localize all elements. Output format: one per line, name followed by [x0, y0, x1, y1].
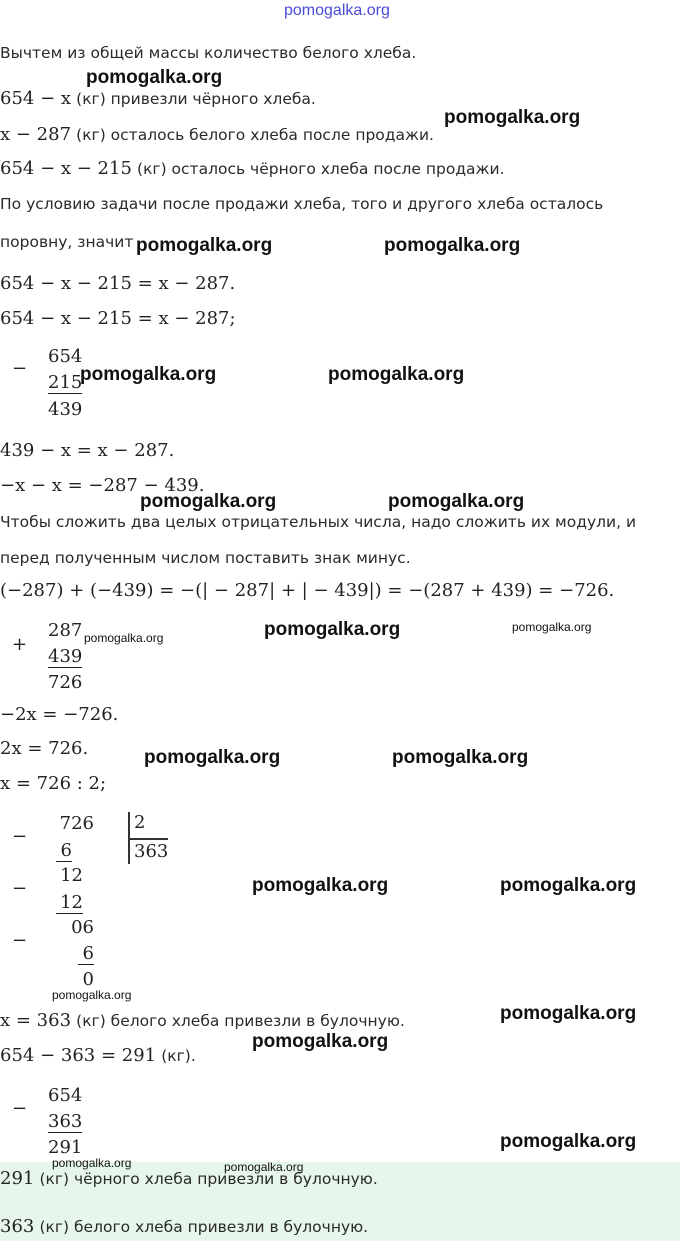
math-expression: x = 363 [0, 1010, 72, 1031]
column-sign: − [12, 1098, 28, 1119]
watermark: pomogalka.org [500, 1003, 637, 1024]
math-expression: 654 − x [0, 88, 72, 109]
division-minus: − [12, 826, 28, 847]
watermark: pomogalka.org [252, 1031, 389, 1052]
column-result: 291 [48, 1137, 83, 1158]
watermark: pomogalka.org [140, 491, 277, 512]
column-number: 287 [48, 620, 83, 641]
watermark: pomogalka.org [512, 620, 592, 634]
watermark: pomogalka.org [52, 988, 132, 1002]
text-line [0, 124, 434, 145]
equation: −x − x = −287 − 439. [0, 475, 205, 496]
watermark: pomogalka.org [388, 491, 525, 512]
column-number: 215 [48, 372, 83, 393]
division-minus: − [12, 878, 28, 899]
watermark: pomogalka.org [392, 747, 529, 768]
watermark: pomogalka.org [52, 1156, 132, 1170]
text-fragment: (кг) осталось белого хлеба после продажи. [76, 126, 434, 144]
equation: 654 − x − 215 = x − 287; [0, 308, 236, 329]
equation: 2x = 726. [0, 738, 89, 759]
math-expression: 654 − 363 = 291 [0, 1045, 157, 1066]
text-line: По условию задачи после продажи хлеба, того и другого хлеба осталось [0, 195, 604, 213]
text-line: Чтобы сложить два целых отрицательных числа, надо сложить их модули, и [0, 513, 637, 531]
answer-number: 291 [0, 1168, 35, 1189]
watermark-top: pomogalka.org [284, 2, 390, 19]
watermark: pomogalka.org [86, 67, 223, 88]
division-step: 12 [56, 892, 83, 914]
equation: x = 726 : 2; [0, 773, 107, 794]
watermark: pomogalka.org [500, 875, 637, 896]
text-line: поровну, значит [0, 233, 134, 251]
watermark: pomogalka.org [84, 631, 164, 645]
text-line: перед полученным числом поставить знак минус. [0, 549, 411, 567]
watermark: pomogalka.org [136, 235, 273, 256]
answer-block [0, 1162, 680, 1241]
watermark: pomogalka.org [144, 747, 281, 768]
column-number: 363 [48, 1111, 83, 1132]
watermark: pomogalka.org [384, 235, 521, 256]
watermark: pomogalka.org [80, 364, 217, 385]
division-step: 6 [78, 943, 94, 965]
division-quotient: 363 [134, 841, 169, 862]
answer-line [0, 1216, 368, 1237]
division-remainder: 0 [82, 969, 94, 990]
column-number: 654 [48, 346, 83, 367]
watermark: pomogalka.org [224, 1160, 304, 1174]
watermark: pomogalka.org [252, 875, 389, 896]
text-fragment: (кг) привезли чёрного хлеба. [76, 90, 316, 108]
column-result: 726 [48, 672, 83, 693]
text-fragment: (кг) осталось чёрного хлеба после продажи. [137, 160, 505, 178]
answer-line [0, 1168, 378, 1189]
column-sign: − [12, 358, 28, 379]
text-fragment: (кг). [161, 1047, 196, 1065]
equation: (−287) + (−439) = −(| − 287| + | − 439|) = −(287 + 439) = −726. [0, 580, 615, 601]
division-step: 06 [71, 917, 94, 938]
text-line [0, 1045, 196, 1066]
watermark: pomogalka.org [444, 107, 581, 128]
text-line [0, 88, 316, 109]
watermark: pomogalka.org [264, 619, 401, 640]
column-number: 439 [48, 646, 83, 667]
answer-number: 363 [0, 1216, 35, 1237]
text-line: Вычтем из общей массы количество белого хлеба. [0, 44, 417, 62]
division-step: 6 [56, 840, 72, 862]
answer-text: (кг) белого хлеба привезли в булочную. [39, 1218, 369, 1236]
division-step: 12 [60, 865, 83, 886]
column-number: 654 [48, 1085, 83, 1106]
watermark: pomogalka.org [500, 1131, 637, 1152]
text-line [0, 1010, 405, 1031]
column-result: 439 [48, 399, 83, 420]
division-minus: − [12, 930, 28, 951]
column-sign: + [12, 634, 28, 655]
answer-text: (кг) чёрного хлеба привезли в булочную. [39, 1170, 378, 1188]
equation: 439 − x = x − 287. [0, 440, 175, 461]
text-line [0, 158, 505, 179]
text-fragment: (кг) белого хлеба привезли в булочную. [76, 1012, 405, 1030]
division-divisor: 2 [134, 812, 146, 833]
watermark: pomogalka.org [328, 364, 465, 385]
math-expression: x − 287 [0, 124, 72, 145]
division-dividend: 726 [59, 813, 94, 834]
equation: 654 − x − 215 = x − 287. [0, 273, 236, 294]
equation: −2x = −726. [0, 704, 119, 725]
division-horizontal-line [130, 838, 168, 840]
math-expression: 654 − x − 215 [0, 158, 132, 179]
